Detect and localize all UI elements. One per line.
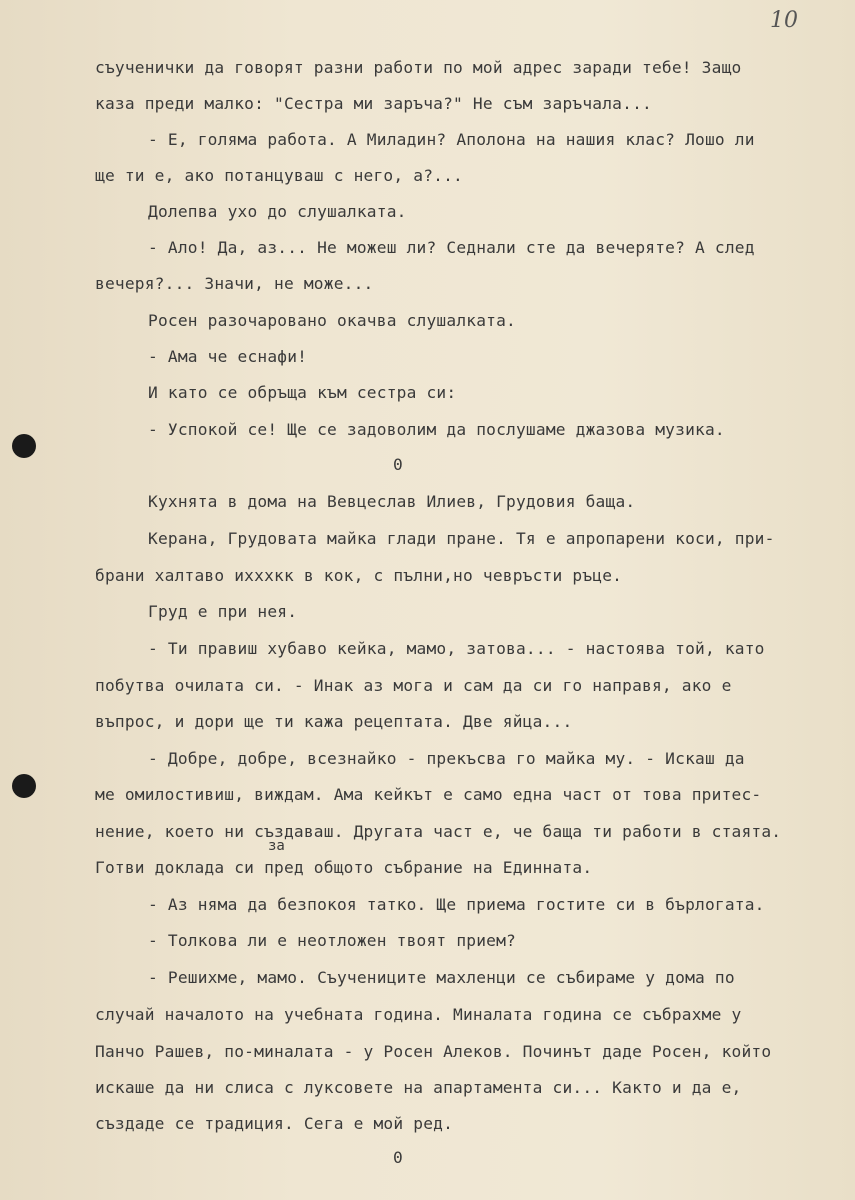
text-line: случай началото на учебната година. Миналата година се събрахме у (95, 1005, 742, 1024)
text-line: - Решихме, мамо. Съучениците махленци се събираме у дома по (148, 968, 735, 987)
text-line: - Аз няма да безпокоя татко. Ще приема гостите си в бърлогата. (148, 895, 765, 914)
section-separator: 0 (393, 455, 403, 474)
text-line: Готви доклада си пред общото събрание на Единната. (95, 858, 593, 877)
text-line: - Ало! Да, аз... Не можеш ли? Седнали сте да вечеряте? А след (148, 238, 755, 257)
text-line: И като се обръща към сестра си: (148, 383, 457, 402)
handwritten-insertion: за (268, 838, 285, 854)
text-line: - Ама че еснафи! (148, 347, 308, 366)
text-line: - Толкова ли е неотложен твоят прием? (148, 931, 516, 950)
text-line: Долепва ухо до слушалката. (148, 202, 407, 221)
section-separator: 0 (393, 1148, 403, 1167)
text-line: побутва очилата си. - Инак аз мога и сам да си го направя, ако е (95, 676, 732, 695)
text-line: създаде се традиция. Сега е мой ред. (95, 1114, 454, 1133)
punch-hole (12, 434, 36, 458)
text-line: - Добре, добре, всезнайко - прекъсва го майка му. - Искаш да (148, 749, 745, 768)
text-line: въпрос, и дори ще ти кажа рецептата. Две яйца... (95, 712, 573, 731)
text-line: Груд е при нея. (148, 602, 298, 621)
text-line: Панчо Рашев, по-миналата - у Росен Алеков. Починът даде Росен, който (95, 1042, 772, 1061)
text-line: ме омилостивиш, виждам. Ама кейкът е само една част от това притес- (95, 785, 762, 804)
text-line: Керана, Грудовата майка глади пране. Тя е апропарени коси, при- (148, 529, 775, 548)
text-line: - Успокой се! Ще се задоволим да послушаме джазова музика. (148, 420, 725, 439)
page-number: 10 (770, 8, 798, 33)
text-line: - Е, голяма работа. А Миладин? Аполона на нашия клас? Лошо ли (148, 130, 755, 149)
text-line: Кухнята в дома на Вевцеслав Илиев, Грудовия баща. (148, 492, 636, 511)
text-line: ще ти е, ако потанцуваш с него, а?... (95, 166, 463, 185)
text-line: искаше да ни слиса с луксовете на апартамента си... Както и да е, (95, 1078, 742, 1097)
text-line: вечеря?... Значи, не може... (95, 274, 374, 293)
text-line: - Ти правиш хубаво кейка, мамо, затова... - настоява той, като (148, 639, 765, 658)
text-line: нение, което ни създаваш. Другата част е, че баща ти работи в стаята. (95, 822, 782, 841)
text-line: Росен разочаровано окачва слушалката. (148, 311, 516, 330)
text-line: каза преди малко: "Сестра ми заръча?" Не съм заръчала... (95, 94, 652, 113)
text-line: съученички да говорят разни работи по мой адрес заради тебе! Защо (95, 58, 742, 77)
text-line: брани халтаво ихххкк в кок, с пълни,но чевръсти ръце. (95, 566, 623, 585)
punch-hole (12, 774, 36, 798)
